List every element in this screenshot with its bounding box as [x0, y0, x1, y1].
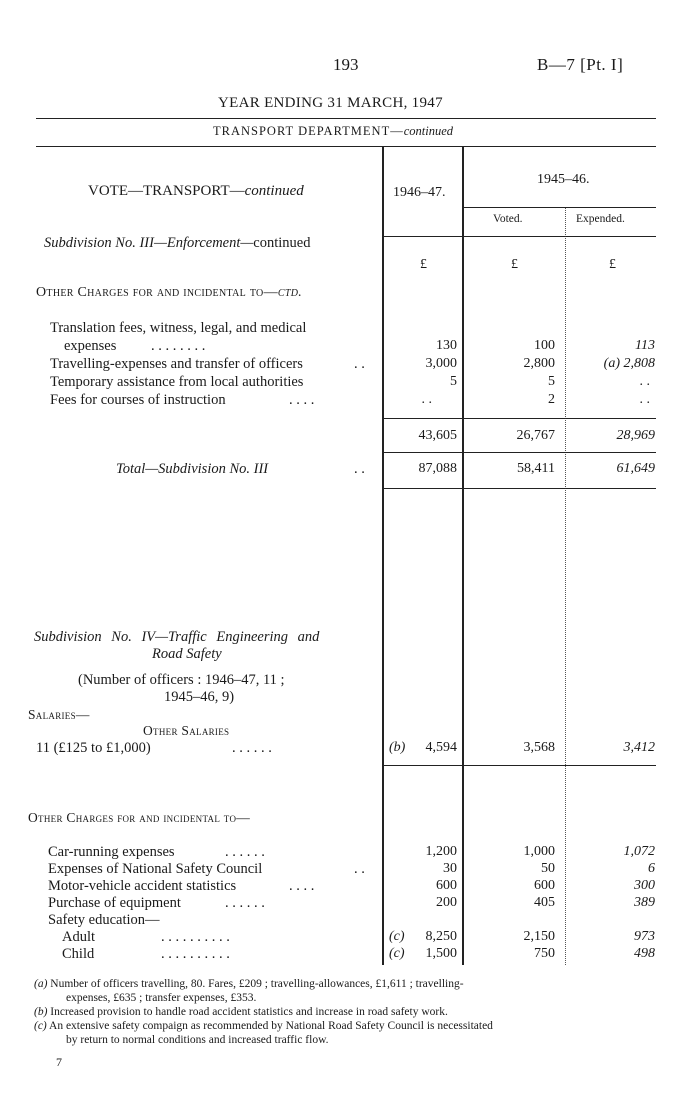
rule-subtotal-bottom [383, 452, 656, 453]
row-translation-1946: 130 [436, 338, 457, 353]
row-travelling-label: Travelling-expenses and transfer of officers [50, 356, 303, 372]
charge-statistics-dots: . . . . [289, 878, 315, 894]
charge-statistics-1946: 600 [436, 878, 457, 893]
row-translation-line1: Translation fees, witness, legal, and medical [50, 320, 307, 336]
department-name: TRANSPORT DEPARTMENT— [213, 124, 404, 138]
officers-count-line2: 1945–46, 9) [164, 689, 235, 705]
charge-equipment-dots: . . . . . . [225, 895, 265, 911]
charge-adult-dots: . . . . . . . . . . [161, 929, 230, 945]
subdivision-4-title-line2: Road Safety [152, 646, 222, 662]
row-travelling-expended [604, 356, 655, 372]
subtotal-voted: 26,767 [516, 428, 555, 443]
department-continued: continued [403, 124, 454, 138]
rule-heading-bottom [383, 236, 656, 237]
vote-heading [88, 183, 304, 200]
row-fees-expended: . . [639, 392, 650, 407]
row-temporary-label: Temporary assistance from local authorities [50, 374, 304, 390]
page-number: 193 [333, 55, 359, 74]
rule-top [36, 118, 656, 119]
officers-count-line1: (Number of officers : 1946–47, 11 ; [78, 672, 285, 688]
column-rule-voted [565, 207, 566, 965]
rule-salary-bottom [383, 765, 656, 766]
column-voted: Voted. [493, 213, 523, 225]
subdivision-3-charges-heading [36, 285, 302, 301]
column-year-1945: 1945–46. [537, 172, 590, 187]
row-translation-dots: . . . . . . . . [151, 338, 206, 354]
rule-year-1945 [463, 207, 656, 208]
footnote-a-line2: expenses, £635 ; transfer expenses, £353. [66, 992, 257, 1004]
row-temporary-voted: 5 [548, 374, 555, 389]
subdivision-3-name: Subdivision No. III—Enforcement— [44, 235, 254, 251]
charge-adult-expended: 973 [634, 929, 655, 944]
column-year-1946: 1946–47. [393, 185, 446, 200]
page-signature: 7 [56, 1055, 62, 1069]
charge-safety-council-expended: 6 [648, 861, 655, 876]
charge-statistics-expended: 300 [634, 878, 655, 893]
footnote-b-mark: (b) [34, 1006, 48, 1018]
footnote-a-mark: (a) [34, 978, 48, 990]
footnote-marker-c-adult: (c) [389, 929, 405, 944]
subdivision-3-title [44, 235, 310, 252]
footnote-a [34, 978, 464, 991]
currency-voted: £ [511, 257, 518, 272]
charge-car-running-voted: 1,000 [523, 844, 555, 859]
rule-subtotal-top [383, 418, 656, 419]
charge-car-running-label: Car-running expenses [48, 844, 175, 860]
row-fees-dots: . . . . [289, 392, 315, 408]
total-subdivision-3-label: Total—Subdivision No. III [116, 461, 269, 477]
vote-title: VOTE—TRANSPORT— [88, 183, 245, 199]
column-rule-middle [462, 147, 464, 965]
footnote-b-line1: Increased provision to handle road accident statistics and increase in road safety work. [50, 1006, 448, 1018]
footnote-c-line1: An extensive safety compaign as recommended by National Road Safety Council is necessitated [49, 1020, 493, 1032]
row-travelling-voted: 2,800 [523, 356, 555, 371]
row-fees-voted: 2 [548, 392, 555, 407]
row-travelling-expended-value: 2,808 [623, 356, 655, 371]
salary-row-label: 11 (£125 to £1,000) [36, 740, 151, 756]
charge-car-running-expended: 1,072 [623, 844, 655, 859]
row-fees-label: Fees for courses of instruction [50, 392, 226, 408]
rule-dept [36, 146, 656, 147]
charge-equipment-voted: 405 [534, 895, 555, 910]
column-rule-left [382, 147, 384, 965]
subdivision-3-continued: continued [253, 235, 311, 251]
charge-equipment-label: Purchase of equipment [48, 895, 181, 911]
total-voted: 58,411 [517, 461, 555, 476]
charge-safety-council-dots: . . [354, 861, 365, 877]
year-heading: YEAR ENDING 31 MARCH, 1947 [218, 95, 443, 111]
footnote-c-line2: by return to normal conditions and increased traffic flow. [66, 1034, 329, 1046]
subtotal-expended: 28,969 [616, 428, 655, 443]
row-translation-label: expenses [64, 338, 117, 354]
charge-child-label: Child [62, 946, 95, 962]
salary-row-dots: . . . . . . [232, 740, 272, 756]
footnote-marker-c-child: (c) [389, 946, 405, 961]
total-subdivision-3-dots: . . [354, 461, 365, 477]
row-translation-expended: 113 [635, 338, 655, 353]
charge-equipment-expended: 389 [634, 895, 655, 910]
row-fees-1946: . . [421, 392, 432, 407]
charge-safety-education-label: Safety education— [48, 912, 160, 928]
charge-adult-label: Adult [62, 929, 96, 945]
row-travelling-dots: . . [354, 356, 365, 372]
charge-car-running-1946: 1,200 [425, 844, 457, 859]
subdivision-4-charges-heading: Other Charges for and incidental to— [28, 810, 251, 825]
charge-statistics-label: Motor-vehicle accident statistics [48, 878, 237, 894]
footnote-b [34, 1006, 448, 1019]
department-heading [213, 124, 453, 139]
charge-safety-council-1946: 30 [443, 861, 457, 876]
salary-row-1946: 4,594 [425, 740, 457, 755]
other-salaries-heading: Other Salaries [143, 723, 230, 738]
row-temporary-1946: 5 [450, 374, 457, 389]
charge-equipment-1946: 200 [436, 895, 457, 910]
charge-statistics-voted: 600 [534, 878, 555, 893]
footnote-marker-a: (a) [603, 356, 620, 371]
rule-total-bottom [383, 488, 656, 489]
charges-heading-text: Other Charges for and incidental to— [36, 285, 278, 300]
subdivision-4-title-line1: Subdivision No. IV—Traffic Engineering and [34, 629, 320, 645]
row-travelling-1946: 3,000 [425, 356, 457, 371]
charge-car-running-dots: . . . . . . [225, 844, 265, 860]
charge-child-voted: 750 [534, 946, 555, 961]
salary-row-expended: 3,412 [623, 740, 655, 755]
subtotal-1946: 43,605 [418, 428, 457, 443]
charge-adult-voted: 2,150 [523, 929, 555, 944]
salaries-heading: Salaries— [28, 707, 90, 722]
vote-continued: continued [244, 183, 304, 199]
section-reference: B—7 [Pt. I] [537, 55, 624, 74]
total-expended: 61,649 [616, 461, 655, 476]
charge-safety-council-label: Expenses of National Safety Council [48, 861, 263, 877]
row-temporary-expended: . . [639, 374, 650, 389]
footnote-marker-b: (b) [389, 740, 406, 755]
column-expended: Expended. [576, 213, 625, 225]
charge-child-1946: 1,500 [425, 946, 457, 961]
charge-adult-1946: 8,250 [425, 929, 457, 944]
row-translation-voted: 100 [534, 338, 555, 353]
footnote-c-mark: (c) [34, 1020, 47, 1032]
charge-child-expended: 498 [634, 946, 655, 961]
charge-child-dots: . . . . . . . . . . [161, 946, 230, 962]
footnote-c [34, 1020, 493, 1033]
salary-row-voted: 3,568 [523, 740, 555, 755]
charges-heading-ctd: ctd. [277, 285, 303, 300]
total-1946: 87,088 [418, 461, 457, 476]
charge-safety-council-voted: 50 [541, 861, 555, 876]
currency-1946: £ [420, 257, 427, 272]
currency-expended: £ [609, 257, 616, 272]
footnote-a-line1: Number of officers travelling, 80. Fares, £209 ; travelling-allowances, £1,611 ; travelling- [50, 978, 464, 990]
